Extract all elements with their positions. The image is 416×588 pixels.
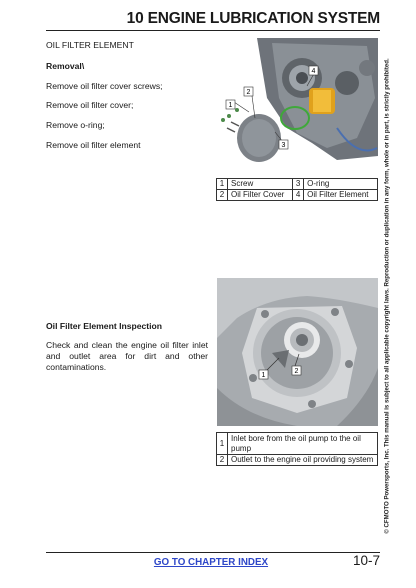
callout-2: 2 xyxy=(246,89,251,96)
filter-housing-photo xyxy=(217,278,378,426)
legend-row xyxy=(217,433,378,455)
section-heading-oil-filter: OIL FILTER ELEMENT xyxy=(46,40,134,50)
step-1: Remove oil filter cover screws; xyxy=(46,81,163,91)
legend-table-1 xyxy=(216,178,378,201)
header-divider xyxy=(46,30,380,31)
legend-row xyxy=(217,190,378,201)
filter-housing-illustration xyxy=(217,278,378,426)
inspection-body: Check and clean the engine oil filter inlet and outlet area for dirt and other contaminations. xyxy=(46,340,208,372)
step-2: Remove oil filter cover; xyxy=(46,100,134,110)
subheading-inspection: Oil Filter Element Inspection xyxy=(46,321,163,331)
callout-4: 4 xyxy=(311,68,316,75)
page-title: 10 ENGINE LUBRICATION SYSTEM xyxy=(126,10,380,27)
legend-label: Oil Filter Element xyxy=(304,190,378,201)
copyright-text: © CFMOTO Powersports, Inc. This manual is subject to all applicable copyright laws. Reproduction or duplication in any form, whole or in part, is strictly prohibited. xyxy=(383,57,391,534)
legend-number: 1 xyxy=(217,179,228,190)
legend-row xyxy=(217,455,378,466)
legend-label: Outlet to the engine oil providing system xyxy=(228,455,378,466)
legend-number: 2 xyxy=(217,190,228,201)
callout-1: 1 xyxy=(228,102,233,109)
legend-label: Screw xyxy=(228,179,293,190)
legend-row xyxy=(217,179,378,190)
legend-table-2 xyxy=(216,432,378,466)
legend-number: 2 xyxy=(217,455,228,466)
callout-1: 1 xyxy=(261,372,266,379)
step-4: Remove oil filter element xyxy=(46,140,141,150)
subheading-removal: Removal\ xyxy=(46,61,85,71)
legend-label: Oil Filter Cover xyxy=(228,190,293,201)
engine-removal-photo xyxy=(217,38,378,178)
page-number: 10-7 xyxy=(352,553,380,568)
engine-illustration xyxy=(217,38,378,178)
legend-number: 1 xyxy=(217,433,228,455)
legend-label: Inlet bore from the oil pump to the oil pump xyxy=(228,433,378,455)
legend-number: 3 xyxy=(293,179,304,190)
callout-2: 2 xyxy=(294,368,299,375)
legend-number: 4 xyxy=(293,190,304,201)
callout-3: 3 xyxy=(281,142,286,149)
footer-divider xyxy=(46,552,380,553)
chapter-index-link[interactable]: GO TO CHAPTER INDEX xyxy=(153,557,269,568)
copyright-side-note xyxy=(381,57,393,534)
step-3: Remove o-ring; xyxy=(46,120,105,130)
legend-label: O-ring xyxy=(304,179,378,190)
